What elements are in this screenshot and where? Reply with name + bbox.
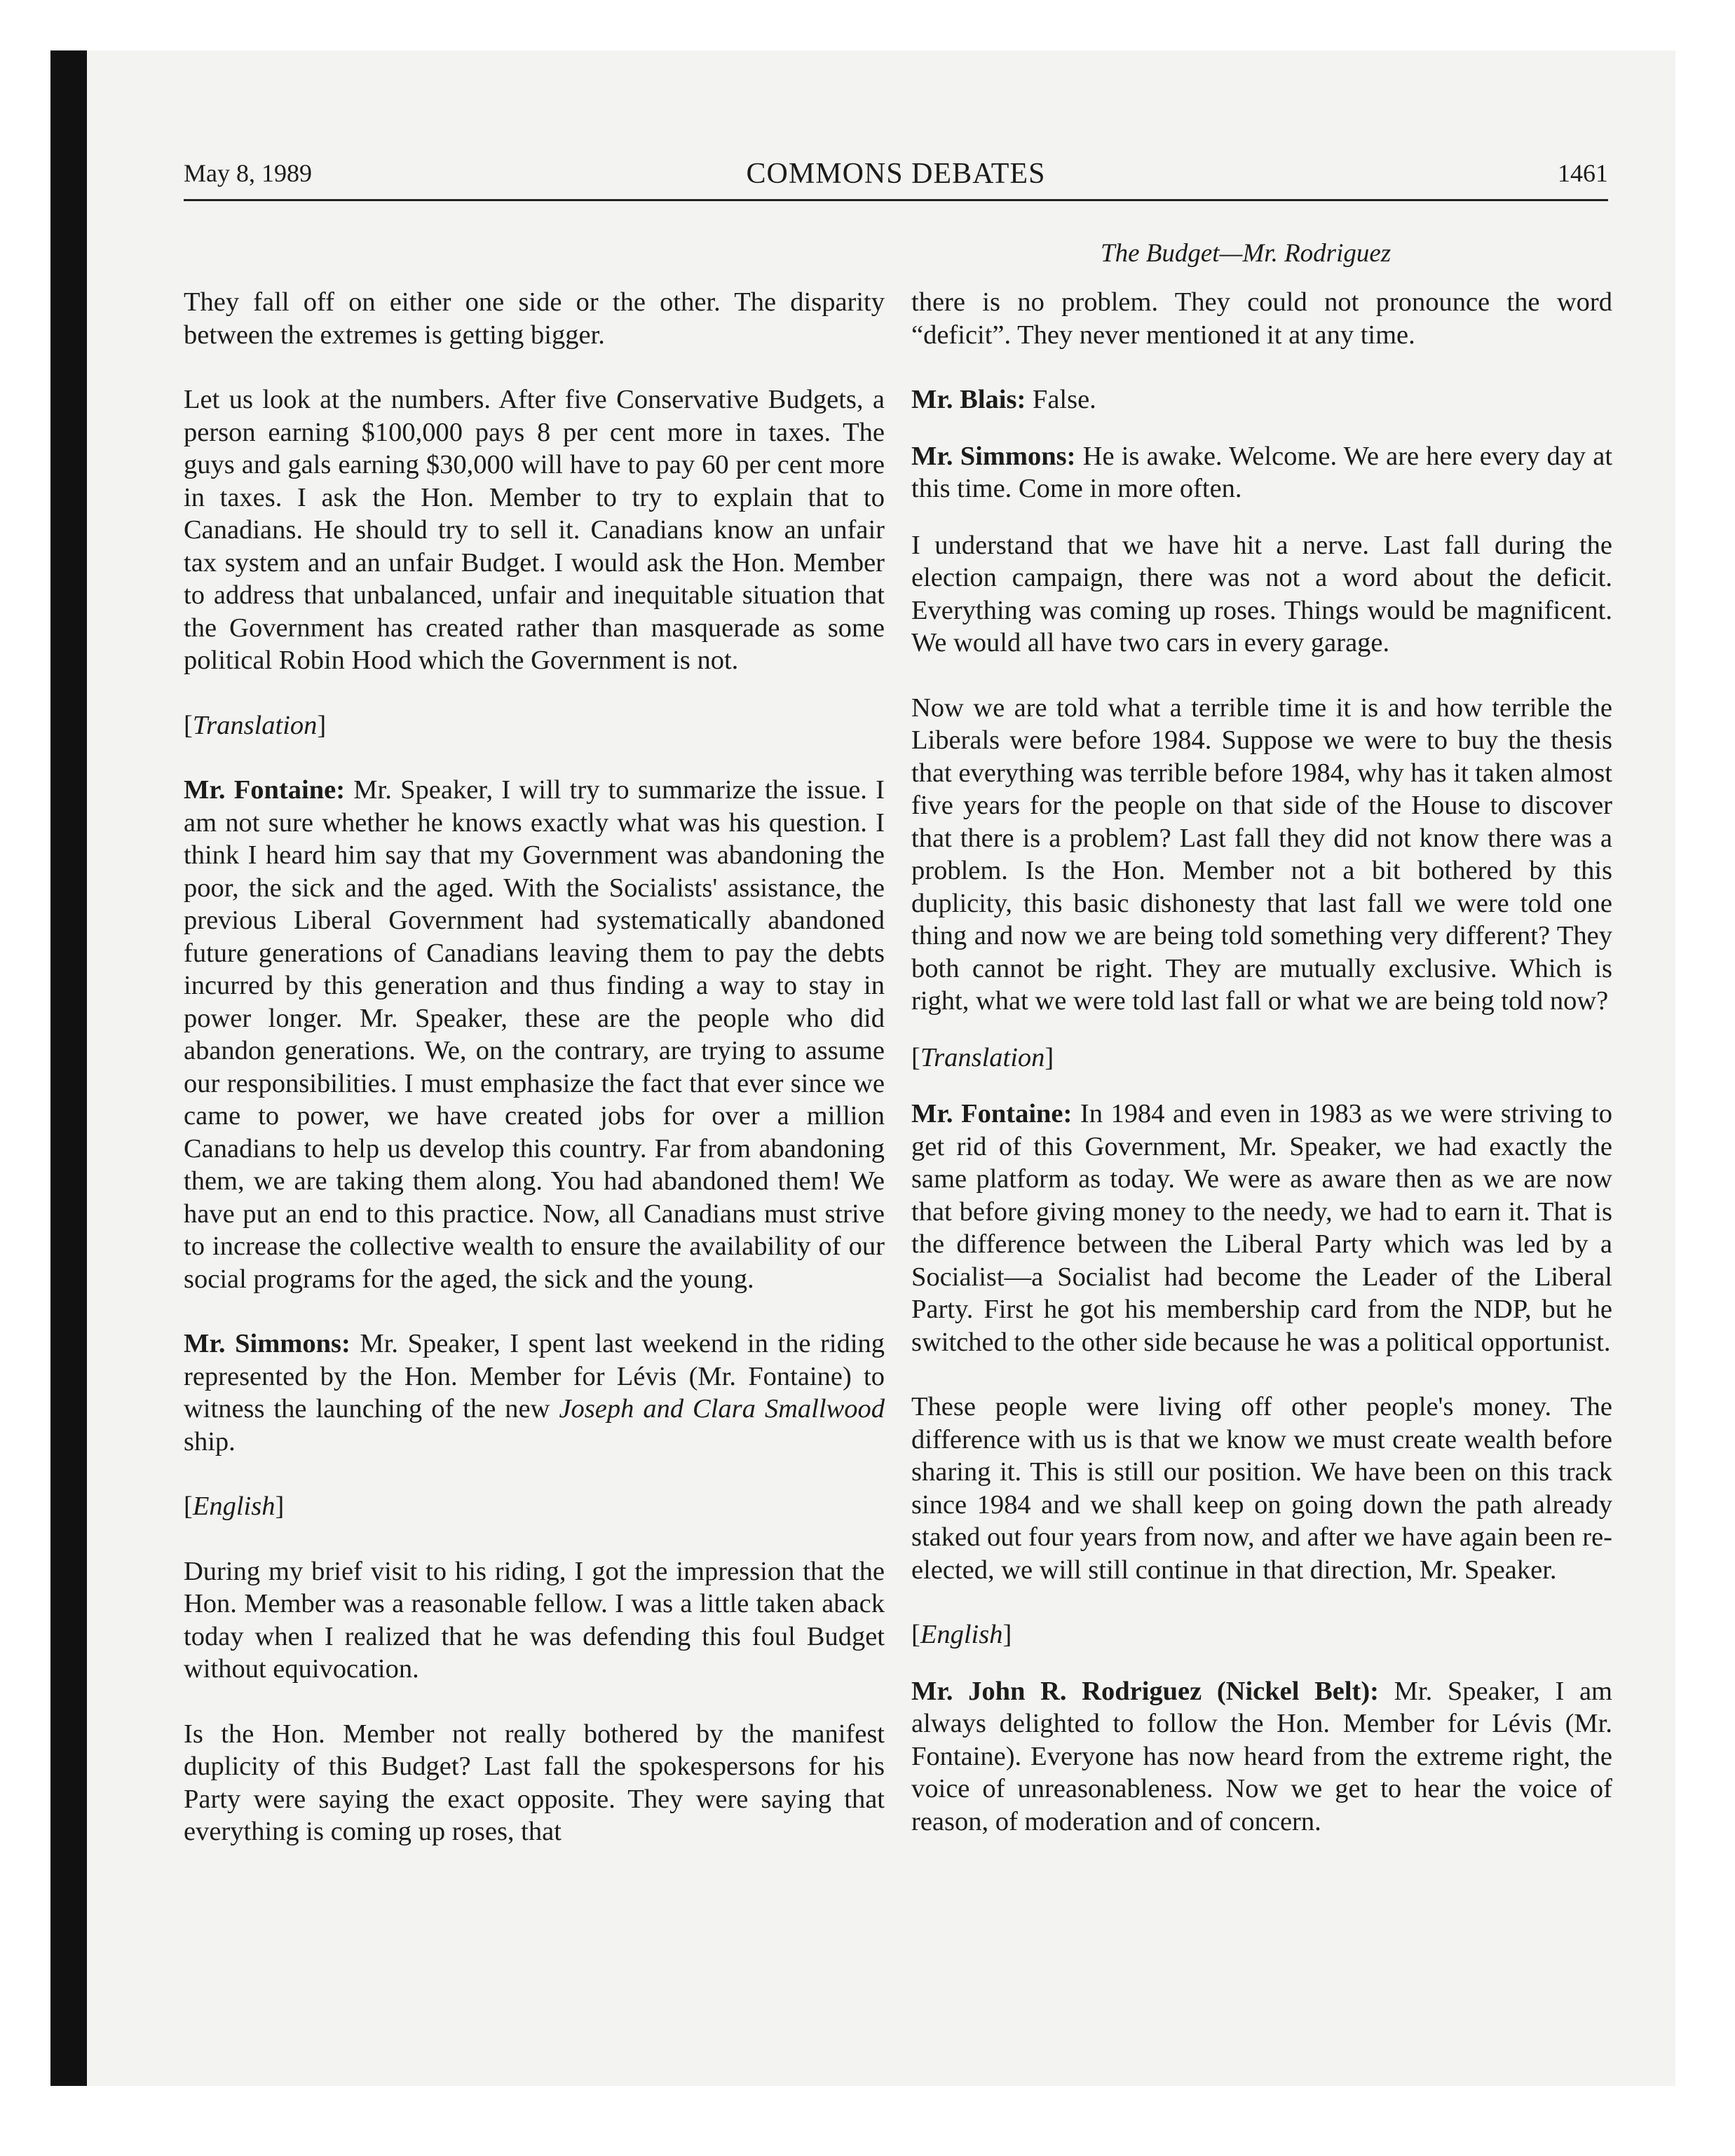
speaker-name: Mr. John R. Rodriguez (Nickel Belt): bbox=[911, 1676, 1380, 1706]
speech-text: He is awake. Welcome. We are here every day at this time. Come in more often. bbox=[911, 441, 1613, 503]
speaker-name: Mr. Blais: bbox=[911, 385, 1026, 414]
scan-binding-edge bbox=[50, 50, 87, 2086]
paragraph: I understand that we have hit a nerve. Last fall during the election campaign, there was not a word about the deficit. Everything was coming up roses. Things would be magnificent. We would all have two cars in every garage. bbox=[911, 530, 1612, 657]
speech-text: False. bbox=[1032, 385, 1096, 414]
paragraph: there is no problem. They could not pronounce the word “deficit”. They never mentioned it at any time. bbox=[911, 287, 1612, 350]
speech-paragraph bbox=[911, 1675, 1612, 1838]
language-tag: [Translation] bbox=[184, 710, 327, 740]
header-date: May 8, 1989 bbox=[184, 159, 312, 187]
language-tag-text: English bbox=[192, 1492, 275, 1521]
language-tag-text: Translation bbox=[920, 1042, 1045, 1072]
paragraph: Now we are told what a terrible time it is and how terrible the Liberals were before 1984. Suppose we were to buy the thesis that everything was terrible before 1984, why has it taken almost five years for the people on that side of the House to discover that there is a problem? Last fall they did not know there was a problem. Is the Hon. Member not a bit bothered by this duplicity, this basic dishonesty that last fall we were told one thing and now we are being told something very different? They both cannot be right. They are mutually exclusive. Which is right, what we were told last fall or what we are being told now? bbox=[911, 692, 1612, 1016]
paragraph: During my brief visit to his riding, I got the impression that the Hon. Member was a reasonable fellow. I was a little taken aback today when I realized that he was defending this foul Budget without equivocation. bbox=[184, 1556, 885, 1684]
language-tag-text: Translation bbox=[192, 710, 318, 740]
page-header bbox=[184, 156, 1608, 201]
language-tag: [English] bbox=[911, 1620, 1012, 1649]
speech-paragraph bbox=[911, 1098, 1612, 1358]
speech-paragraph bbox=[184, 1328, 885, 1458]
speaker-name: Mr. Simmons: bbox=[911, 441, 1076, 471]
speech-text: ship. bbox=[184, 1426, 236, 1456]
speaker-name: Mr. Simmons: bbox=[184, 1329, 351, 1358]
page-number: 1461 bbox=[1558, 159, 1608, 187]
speech-text: Mr. Speaker, I spent last weekend in the riding represented by the Hon. Member for Lévis (Mr. Fontaine) to witness the launching of the new bbox=[184, 1329, 885, 1424]
right-column bbox=[911, 286, 1612, 1870]
left-column bbox=[184, 286, 885, 1881]
speech-paragraph bbox=[911, 440, 1612, 505]
speech-text: Mr. Speaker, I am always delighted to follow the Hon. Member for Lévis (Mr. Fontaine). Everyone has now heard from the extreme right, the voice of unreasonableness. Now we get to hear the voice of reason, of moderation and of concern. bbox=[911, 1676, 1613, 1836]
speech-paragraph bbox=[184, 774, 885, 1295]
paragraph: They fall off on either one side or the other. The disparity between the extremes is getting bigger. bbox=[184, 287, 885, 350]
speech-text: Mr. Speaker, I will try to summarize the issue. I am not sure whether he knows exactly what was his question. I think I heard him say that my Government was abandoning the poor, the sick and the aged. With the Socialists' assistance, the previous Liberal Government had systematically abandoned future generations of Canadians leaving them to pay the debts incurred by this generation and thus finding a way to stay in power longer. Mr. Speaker, these are the people who did abandon generations. We, on the contrary, are trying to assume our responsibilities. I must emphasize the fact that ever since we came to power, we have created jobs for over a million Canadians to help us develop this country. Far from abandoning them, we are taking them along. You had abandoned them! We have put an end to this practice. Now, all Canadians must strive to increase the collective wealth to ensure the availability of our social programs for the aged, the sick and the young. bbox=[184, 775, 885, 1294]
speech-text: In 1984 and even in 1983 as we were striving to get rid of this Government, Mr. Speaker, we had exactly the same platform as today. We were as aware then as we are now that before giving money to the needy, we had to earn it. That is the difference between the Liberal Party which was led by a Socialist—a Socialist had become the Leader of the Liberal Party. First he got his membership card from the NDP, but he switched to the other side because he was a political opportunist. bbox=[911, 1099, 1612, 1357]
paragraph: Is the Hon. Member not really bothered by the manifest duplicity of this Budget? Last fall the spokespersons for his Party were saying the exact opposite. They were saying that everything is coming up roses, that bbox=[184, 1719, 885, 1846]
speaker-name: Mr. Fontaine: bbox=[911, 1099, 1073, 1128]
running-head: The Budget—Mr. Rodriguez bbox=[1101, 239, 1392, 268]
paragraph: These people were living off other people's money. The difference with us is that we know we must create wealth before sharing it. This is still our position. We have been on this track since 1984 and we shall keep on going down the path already staked out four years from now, and after we have again been re-elected, we will still continue in that direction, Mr. Speaker. bbox=[911, 1392, 1612, 1585]
paragraph: Let us look at the numbers. After five Conservative Budgets, a person earning $100,000 pays 8 per cent more in taxes. The guys and gals earning $30,000 will have to pay 60 per cent more in taxes. I ask the Hon. Member to try to explain that to Canadians. He should try to sell it. Canadians know an unfair tax system and an unfair Budget. I would ask the Hon. Member to address that unbalanced, unfair and inequitable situation that the Government has created rather than masquerade as some political Robin Hood which the Government is not. bbox=[184, 385, 885, 675]
ship-name: Joseph and Clara Smallwood bbox=[559, 1394, 885, 1424]
language-tag: [English] bbox=[184, 1492, 285, 1521]
speaker-name: Mr. Fontaine: bbox=[184, 775, 346, 805]
header-title: COMMONS DEBATES bbox=[746, 158, 1046, 190]
speech-paragraph bbox=[911, 383, 1612, 416]
language-tag-text: English bbox=[920, 1620, 1003, 1649]
language-tag: [Translation] bbox=[911, 1042, 1054, 1072]
